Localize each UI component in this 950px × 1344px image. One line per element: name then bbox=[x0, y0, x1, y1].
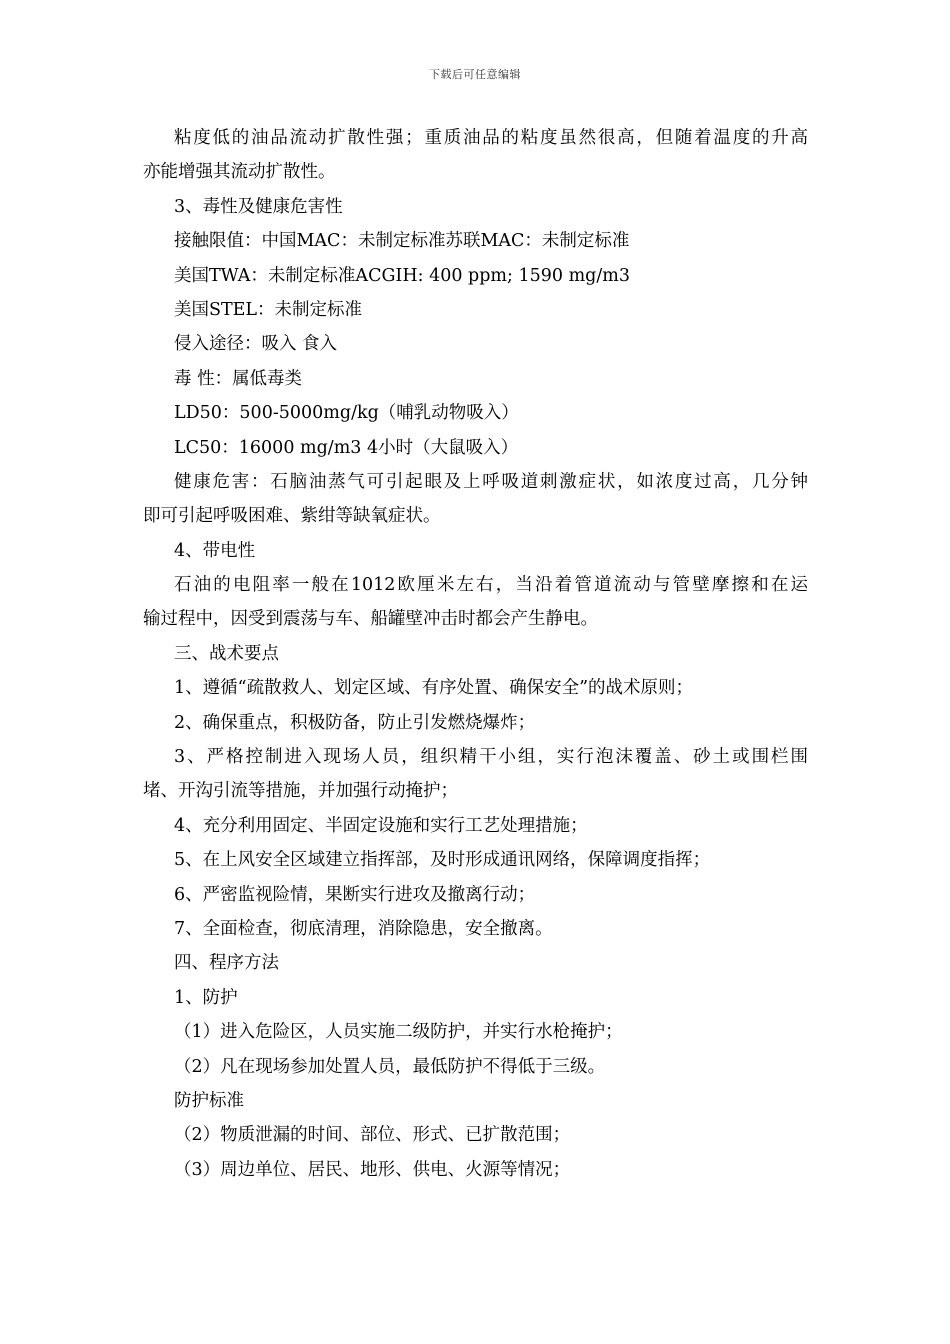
text-line: 1、遵循“疏散救人、划定区域、有序处置、确保安全”的战术原则； bbox=[174, 678, 694, 699]
text-line: 粘度低的油品流动扩散性强；重质油品的粘度虽然很高，但随着温度的升高 bbox=[174, 128, 808, 148]
text-line: 美国STEL：未制定标准 bbox=[174, 299, 363, 320]
text-line: 4、带电性 bbox=[174, 540, 256, 561]
text-line: 石油的电阻率一般在1012欧厘米左右，当沿着管道流动与管壁摩擦和在运 bbox=[174, 575, 808, 596]
text-line: 4、充分利用固定、半固定设施和实行工艺处理措施； bbox=[174, 815, 588, 836]
page-header: 下载后可任意编辑 bbox=[429, 68, 521, 81]
text-line: 健康危害：石脑油蒸气可引起眼及上呼吸道刺激症状，如浓度过高，几分钟 bbox=[174, 471, 808, 492]
text-line: LD50：500-5000mg/kg（哺乳动物吸入） bbox=[174, 403, 519, 424]
text-line: 防护标准 bbox=[174, 1090, 244, 1111]
text-line: 即可引起呼吸困难、紫绀等缺氧症状。 bbox=[143, 506, 441, 527]
text-line: 美国TWA：未制定标准ACGIH: 400 ppm; 1590 mg/m3 bbox=[174, 265, 631, 286]
text-line: 侵入途径：吸入 食入 bbox=[174, 334, 338, 355]
text-line: LC50：16000 mg/m3 4小时（大鼠吸入） bbox=[174, 437, 519, 458]
text-line: 堵、开沟引流等措施，并加强行动掩护； bbox=[143, 781, 458, 802]
text-line: 3、严格控制进入现场人员，组织精干小组，实行泡沫覆盖、砂土或围栏围 bbox=[174, 747, 808, 768]
text-line: 5、在上风安全区域建立指挥部，及时形成通讯网络，保障调度指挥； bbox=[174, 850, 711, 871]
text-line: 亦能增强其流动扩散性。 bbox=[143, 162, 336, 183]
text-line: 输过程中，因受到震荡与车、船罐壁冲击时都会产生静电。 bbox=[143, 609, 598, 630]
text-line: 3、毒性及健康危害性 bbox=[174, 196, 343, 217]
text-line: 四、程序方法 bbox=[174, 953, 279, 974]
text-line: （2）物质泄漏的时间、部位、形式、已扩散范围； bbox=[174, 1125, 571, 1146]
text-line: 1、防护 bbox=[174, 987, 238, 1008]
document-body bbox=[143, 121, 808, 1187]
text-line: 7、全面检查，彻底清理，消除隐患，安全撤离。 bbox=[174, 918, 553, 939]
text-line: 接触限值：中国MAC：未制定标准苏联MAC：未制定标准 bbox=[174, 231, 630, 252]
text-line: 毒 性：属低毒类 bbox=[174, 368, 303, 389]
text-line: （2）凡在现场参加处置人员，最低防护不得低于三级。 bbox=[174, 1056, 606, 1077]
text-line: 三、战术要点 bbox=[174, 643, 279, 664]
text-line: 6、严密监视险情，果断实行进攻及撤离行动； bbox=[174, 884, 536, 905]
text-line: 2、确保重点，积极防备，防止引发燃烧爆炸； bbox=[174, 712, 536, 733]
text-line: （3）周边单位、居民、地形、供电、火源等情况； bbox=[174, 1159, 571, 1180]
text-line: （1）进入危险区，人员实施二级防护，并实行水枪掩护； bbox=[174, 1022, 623, 1043]
